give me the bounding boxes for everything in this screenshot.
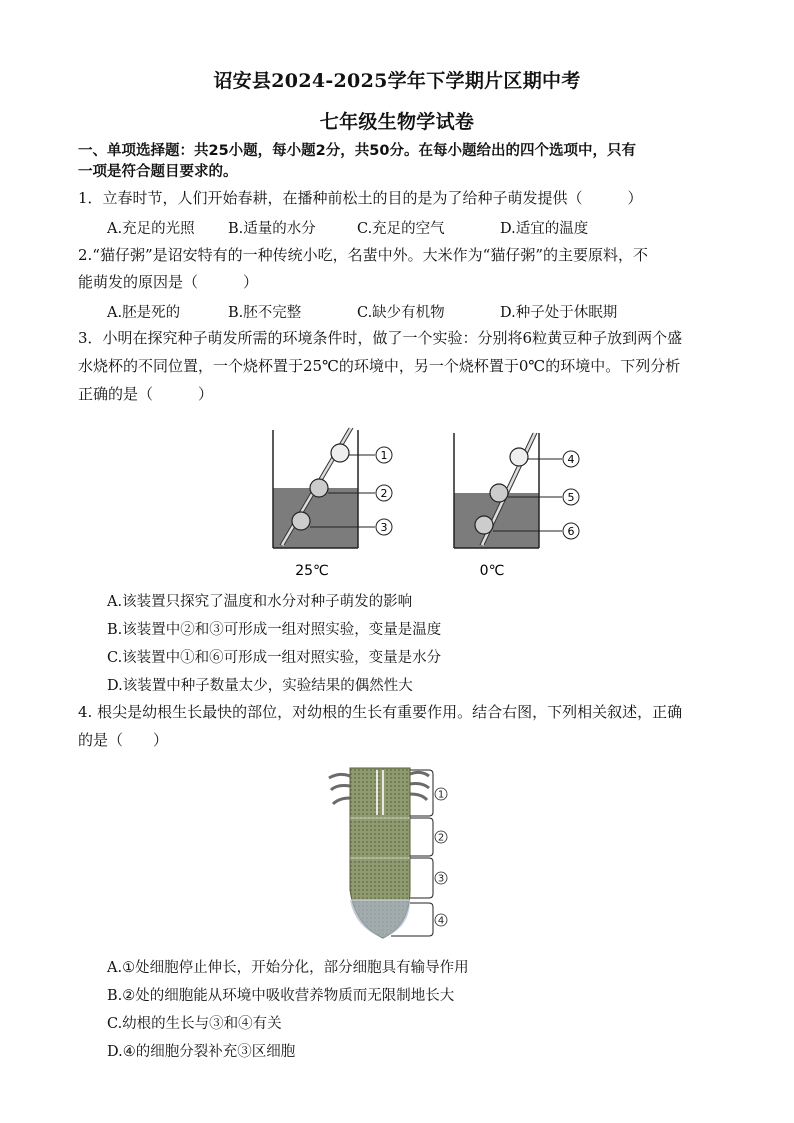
q1-stem: 1．立春时节，人们开始春耕，在播种前松土的目的是为了给种子萌发提供（ ） <box>78 189 643 207</box>
q3-option-b: B.该装置中②和③可形成一组对照实验，变量是温度 <box>107 622 442 638</box>
svg-text:4: 4 <box>567 453 575 466</box>
svg-text:4: 4 <box>437 915 445 927</box>
svg-text:1: 1 <box>380 449 388 462</box>
q3-stem-line2: 水烧杯的不同位置，一个烧杯置于25℃的环境中，另一个烧杯置于0℃的环境中。下列分析 <box>78 357 681 375</box>
seed-3 <box>292 512 310 530</box>
seed-5 <box>490 484 508 502</box>
q1-option-a: A.充足的光照 <box>107 221 195 237</box>
svg-text:2: 2 <box>437 832 445 844</box>
svg-text:2: 2 <box>380 487 388 500</box>
root-tip-figure <box>325 760 455 945</box>
q1-option-d: D.适宜的温度 <box>500 221 589 237</box>
q3-option-c: C.该装置中①和⑥可形成一组对照实验，变量是水分 <box>107 650 442 666</box>
beaker-figure <box>260 425 590 585</box>
q1-option-c: C.充足的空气 <box>357 221 445 237</box>
svg-text:3: 3 <box>437 873 445 885</box>
svg-text:5: 5 <box>567 491 575 504</box>
svg-text:1: 1 <box>437 789 445 801</box>
label-0c: 0℃ <box>479 563 505 579</box>
q2-stem-line1: 2.“猫仔粥”是诏安特有的一种传统小吃，名蜚中外。大米作为“猫仔粥”的主要原料，不 <box>78 246 648 264</box>
seed-2 <box>310 479 328 497</box>
label-25c: 25℃ <box>295 563 329 579</box>
exam-title: 诏安县2024-2025学年下学期片区期中考 <box>213 70 581 92</box>
section-heading-line1: 一、单项选择题：共25小题，每小题2分，共50分。在每小题给出的四个选项中，只有 <box>78 143 636 159</box>
q2-option-c: C.缺少有机物 <box>357 305 445 321</box>
q4-option-a: A.①处细胞停止伸长，开始分化，部分细胞具有输导作用 <box>107 960 469 976</box>
svg-text:6: 6 <box>567 525 575 538</box>
q3-option-d: D.该装置中种子数量太少，实验结果的偶然性大 <box>107 678 413 694</box>
q2-option-a: A.胚是死的 <box>107 305 181 321</box>
seed-6 <box>475 516 493 534</box>
seed-1 <box>331 444 349 462</box>
section-heading-line2: 一项是符合题目要求的。 <box>78 164 238 180</box>
svg-text:3: 3 <box>380 521 388 534</box>
q3-stem-line1: 3．小明在探究种子萌发所需的环境条件时，做了一个实验：分别将6粒黄豆种子放到两个盛 <box>78 329 683 347</box>
q4-option-d: D.④的细胞分裂补充③区细胞 <box>107 1044 296 1060</box>
q2-stem-line2: 能萌发的原因是（ ） <box>78 273 259 291</box>
root-cap <box>350 900 410 938</box>
exam-subtitle: 七年级生物学试卷 <box>319 111 475 133</box>
q3-stem-line3: 正确的是（ ） <box>78 385 214 403</box>
q4-option-b: B.②处的细胞能从环境中吸收营养物质而无限制地长大 <box>107 988 455 1004</box>
seed-4 <box>510 448 528 466</box>
beaker-0c <box>454 433 579 579</box>
q4-stem-line2: 的是（ ） <box>78 731 169 749</box>
q4-stem-line1: 4. 根尖是幼根生长最快的部位，对幼根的生长有重要作用。结合右图，下列相关叙述，正确 <box>78 703 683 721</box>
q1-option-b: B.适量的水分 <box>228 221 316 237</box>
beaker-25c <box>273 428 392 579</box>
q3-option-a: A.该装置只探究了温度和水分对种子萌发的影响 <box>107 594 413 610</box>
q2-option-d: D.种子处于休眠期 <box>500 305 618 321</box>
q2-option-b: B.胚不完整 <box>228 305 302 321</box>
q4-option-c: C.幼根的生长与③和④有关 <box>107 1016 282 1032</box>
